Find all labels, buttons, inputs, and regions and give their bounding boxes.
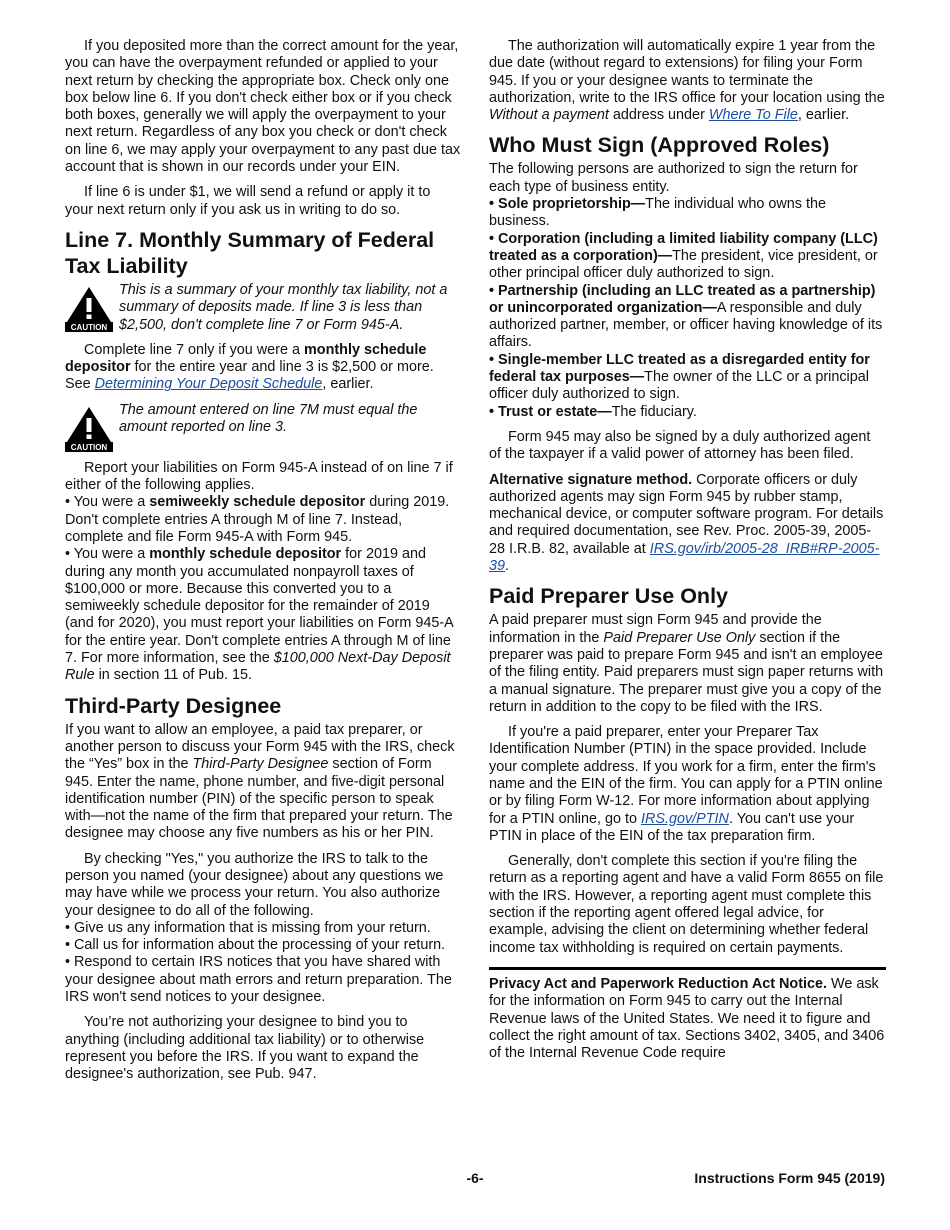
line7-heading: Line 7. Monthly Summary of Federal Tax Liability [65,227,435,278]
page-number: -6- [466,1170,484,1186]
sign-partnership: • Partnership (including an LLC treated as a partnership) or unincorporated organization—A responsible and duly authorized partner, member, or officer having knowledge of its affairs. [489,282,883,351]
caution-icon [65,286,113,332]
where-to-file-link[interactable]: Where To File [708,107,798,124]
who-must-sign-heading: Who Must Sign (Approved Roles) [489,133,830,158]
designee-bullet-2: • Call us for information about the processing of your return. [65,937,446,954]
sign-sole-proprietorship: • Sole proprietorship—The individual who owns the business. [489,196,826,230]
checking-yes-paragraph: By checking "Yes," you authorize the IRS to talk to the person you named (your designee) about any questions we may have while we process your return. You also authorize your designee to do all of the following. [65,850,444,919]
right-column [489,38,886,1070]
overpayment-paragraph: If you deposited more than the correct amount for the year, you can have the overpayment refunded or applied to your next return by checking the appropriate box. Check only one box below line 6. If you don't check either box or if you check both boxes, generally we will apply the overpayment to your next return. Regardless of any box you check or don't check on line 6, we may apply your overpayment to any past due tax account that is shown in our records under your EIN. [65,38,461,176]
bullet-monthly: • You were a monthly schedule depositor for 2019 and during any month you accumulated nonpayroll taxes of $100,000 or more. Because this converted you to a semiweekly schedule depositor for the remainder of 2019 (and for 2020), you must report your liabilities on Form 945-A for the entire year. Don't complete entries A through M of line 7. For more information, see the $100,000 Next-Day Deposit Rule in section 11 of Pub. 15. [65,546,453,684]
not-authorizing-paragraph: You’re not authorizing your designee to bind you to anything (including additional tax liability) or to otherwise represent you before the IRS. If you want to expand the designee's authorization, see Pub. 947. [65,1014,425,1083]
caution-text-2: The amount entered on line 7M must equal the amount reported on line 3. [119,401,418,436]
designee-bullet-3: • Respond to certain IRS notices that you have shared with your designee about math errors and return preparation. The IRS won't send notices to your designee. [65,954,452,1006]
alternative-signature-paragraph: Alternative signature method. Corporate officers or duly authorized agents may sign Form 945 by rubber stamp, mechanical device, or computer software program. For details and required documentation, see Rev. Proc. 2005-39, 2005-28 I.R.B. 82, available at IRS.gov/irb/2005-28_IRB#RP-2005-39. [489,471,884,575]
sign-trust-estate: • Trust or estate—The fiduciary. [489,403,697,420]
complete-line7-paragraph: Complete line 7 only if you were a monthly schedule depositor for the entire year and line 3 is $2,500 or more. See Determining Your Deposit Schedule, earlier. [65,341,434,393]
sign-single-member-llc: • Single-member LLC treated as a disregarded entity for federal tax purposes—The owner of the LLC or a principal officer duly authorized to sign. [489,351,870,403]
ptin-paragraph: If you're a paid preparer, enter your Preparer Tax Identification Number (PTIN) in the space provided. Include your complete address. If you work for a firm, enter the firm's name and the EIN of the firm. You can apply for a PTIN online or by filing Form W-12. For more information about applying for a PTIN online, go to IRS.gov/PTIN. You can't use your PTIN in place of the EIN of the tax preparation firm. [489,724,883,844]
caution-label: CAUTION [70,322,108,332]
third-party-paragraph: If you want to allow an employee, a paid tax preparer, or another person to discuss your Form 945 with the IRS, check the “Yes” box in the Third-Party Designee section of Form 945. Enter the name, phone number, and five-digit personal identification number (PIN) of the specific person to speak with—not the name of the firm that prepared your return. The designee may choose any five numbers as his or her PIN. [65,721,455,842]
deposit-schedule-link[interactable]: Determining Your Deposit Schedule [94,376,323,393]
left-column [65,38,462,1092]
reporting-agent-paragraph: Generally, don't complete this section if you're filing the return as a reporting agent and have a valid Form 8655 on file with the IRS. However, a reporting agent must complete this section if the reporting agent offered legal advice, for example, advising the client on determining whether federal income tax withholding is required on certain payments. [489,853,884,956]
third-party-heading: Third-Party Designee [65,693,282,718]
caution-label: CAUTION [70,442,108,452]
caution-icon [65,406,113,452]
privacy-act-paragraph: Privacy Act and Paperwork Reduction Act Notice. We ask for the information on Form 945 to carry out the Internal Revenue laws of the United States. We need it to figure and collect the right amount of tax. Sections 3402, 3405, and 3406 of the Internal Revenue Code require [489,975,885,1062]
caution-note-2 [65,402,462,452]
expire-paragraph: The authorization will automatically expire 1 year from the due date (without regard to extensions) for filing your Form 945. If you or your designee wants to terminate the authorization, write to the IRS office for your location using the Without a payment address under Where To File, earlier. [489,38,885,124]
paid-preparer-paragraph: A paid preparer must sign Form 945 and provide the information in the Paid Preparer Use Only section if the preparer was paid to prepare Form 945 and isn't an employee of the filing entity. Paid preparers must sign paper returns with a manual signature. The preparer must give you a copy of the return in addition to the copy to be filed with the IRS. [489,612,884,715]
report-intro: Report your liabilities on Form 945-A instead of on line 7 if either of the following applies. [65,459,453,494]
sign-intro: The following persons are authorized to sign the return for each type of business entity. [489,161,858,195]
bullet-semiweekly: • You were a semiweekly schedule depositor during 2019. Don't complete entries A through M of line 7. Instead, complete and file Form 945-A with Form 945. [65,494,450,545]
sign-corporation: • Corporation (including a limited liability company (LLC) treated as a corporation)—The president, vice president, or other principal officer duly authorized to sign. [489,230,878,282]
caution-text-1: This is a summary of your monthly tax liability, not a summary of deposits made. If line 3 is less than $2,500, don't complete line 7 or Form 945-A. [119,281,448,333]
agent-paragraph: Form 945 may also be signed by a duly authorized agent of the taxpayer if a valid power of attorney has been filed. [489,428,871,463]
rev-proc-link[interactable]: IRS.gov/irb/2005-28_IRB#RP-2005-39 [489,540,880,575]
caution-note-1 [65,282,462,334]
designee-bullet-1: • Give us any information that is missing from your return. [65,919,431,936]
footer-title: Instructions Form 945 (2019) [694,1170,885,1186]
section-divider [489,967,886,970]
paid-preparer-heading: Paid Preparer Use Only [489,584,728,609]
under-one-dollar-paragraph: If line 6 is under $1, we will send a refund or apply it to your next return only if you ask us in writing to do so. [65,184,431,218]
ptin-link[interactable]: IRS.gov/PTIN [640,810,729,827]
